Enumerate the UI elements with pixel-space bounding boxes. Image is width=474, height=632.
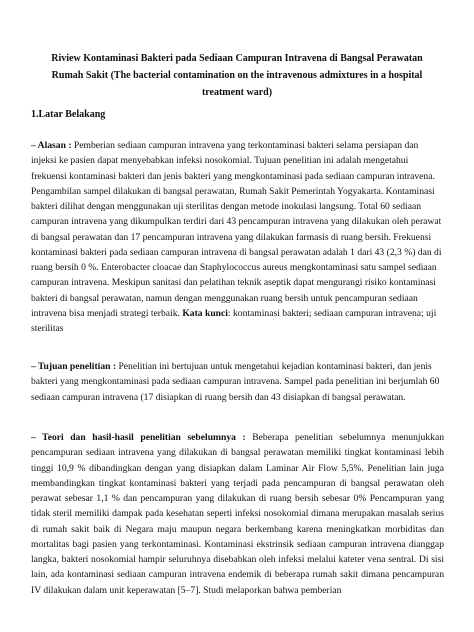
document-title: [40, 50, 434, 101]
title-line-1: Riview Kontaminasi Bakteri pada Sediaan Campuran Intravena di Bangsal Perawatan: [51, 53, 423, 64]
alasan-paragraph: [31, 138, 444, 336]
section-heading: 1.Latar Belakang: [31, 109, 106, 120]
tujuan-paragraph: [31, 359, 444, 405]
title-line-2: Rumah Sakit (The bacterial contamination on the intravenous admixtures in a hospital: [51, 70, 423, 81]
tujuan-label: – Tujuan penelitian :: [31, 361, 117, 372]
keywords-label: Kata kunci: [182, 307, 228, 319]
title-line-3: treatment ward): [201, 87, 273, 98]
teori-label: – Teori dan hasil-hasil penelitian sebelumnya :: [31, 432, 246, 443]
teori-text: Beberapa penelitian sebelumnya menunjukkan pencampuran sediaan intravena yang dilakukan di bangsal perawatan memiliki tingkat kontaminasi lebih tinggi 10,9 % dibandingkan dengan yang disiapkan dalam Laminar Air Flow 5,5%. Penelitian lain juga membandingkan tingkat kontaminasi bakteri yang terjadi pada pencampuran di bangsal perawatan oleh perawat sebesar 1,1 % dan pencampuran yang dilakukan di ruang bersih sebesar 0% Pencampuran yang tidak steril memiliki dampak pada kesehatan seperti infeksi nosokomial dimana merupakan masalah serius di rumah sakit baik di Negara maju maupun negara berkembang karena meningkatkan morbiditas dan mortalitas bagi pasien yang terkontaminasi. Kontaminasi ekstrinsik sediaan campuran intravena dianggap langka, bakteri nosokomial hampir seluruhnya disebabkan oleh infeksi melalui kateter vena sentral. Di sisi lain, ada kontaminasi sediaan campuran intravena endemik di beberapa rumah sakit dimana pencampuran IV dilakukan dalam unit keperawatan [5–7]. Studi melaporkan bahwa pemberian: [31, 432, 445, 596]
alasan-label: – Alasan :: [31, 140, 72, 151]
tujuan-text: Penelitian ini bertujuan untuk mengetahui kejadian kontaminasi bakteri, dan jenis bakteri yang mengkontaminasi pada sediaan campuran intravena. Sampel pada penelitian ini berjumlah 60 sediaan campuran intravena (17 disiapkan di ruang bersih dan 43 disiapkan di bangsal perawatan.: [31, 361, 440, 403]
teori-paragraph: [31, 430, 444, 598]
alasan-text: Pemberian sediaan campuran intravena yang terkontaminasi bakteri selama persiapan dan injeksi ke pasien dapat menyebabkan infeksi nosokomial. Tujuan penelitian ini adalah mengetahui frekuensi kontaminasi bakteri dan jenis bakteri yang mengkontaminasi pada sediaan campuran intravena. Pengambilan sampel dilakukan di bangsal perawatan, Rumah Sakit Pemerintah Yogyakarta. Kontaminasi bakteri dilihat dengan menggunakan uji sterilitas dengan metode inokulasi langsung. Total 60 sediaan campuran intravena yang dikumpulkan terdiri dari 43 pencampuran intravena yang dilakukan oleh perawat di bangsal perawatan dan 17 pencampuran intravena yang dilakukan farmasis di ruang bersih. Frekuensi kontaminasi bakteri pada sediaan campuran intravena di bangsal perawatan adalah 1 dari 43 (2,3 %) dan di ruang bersih 0 %. Enterobacter cloacae dan Staphylococcus aureus mengkontaminasi satu sampel sediaan campuran intravena. Meskipun sanitasi dan pelatihan teknik aseptik dapat mengurangi risiko kontaminasi bakteri di bangsal perawatan, namun dengan menggunakan ruang bersih untuk pencampuran sediaan intravena bisa menjadi strategi terbaik.: [31, 140, 442, 319]
keywords-text: : kontaminasi bakteri; sediaan campuran intravena; uji sterilitas: [31, 307, 437, 334]
